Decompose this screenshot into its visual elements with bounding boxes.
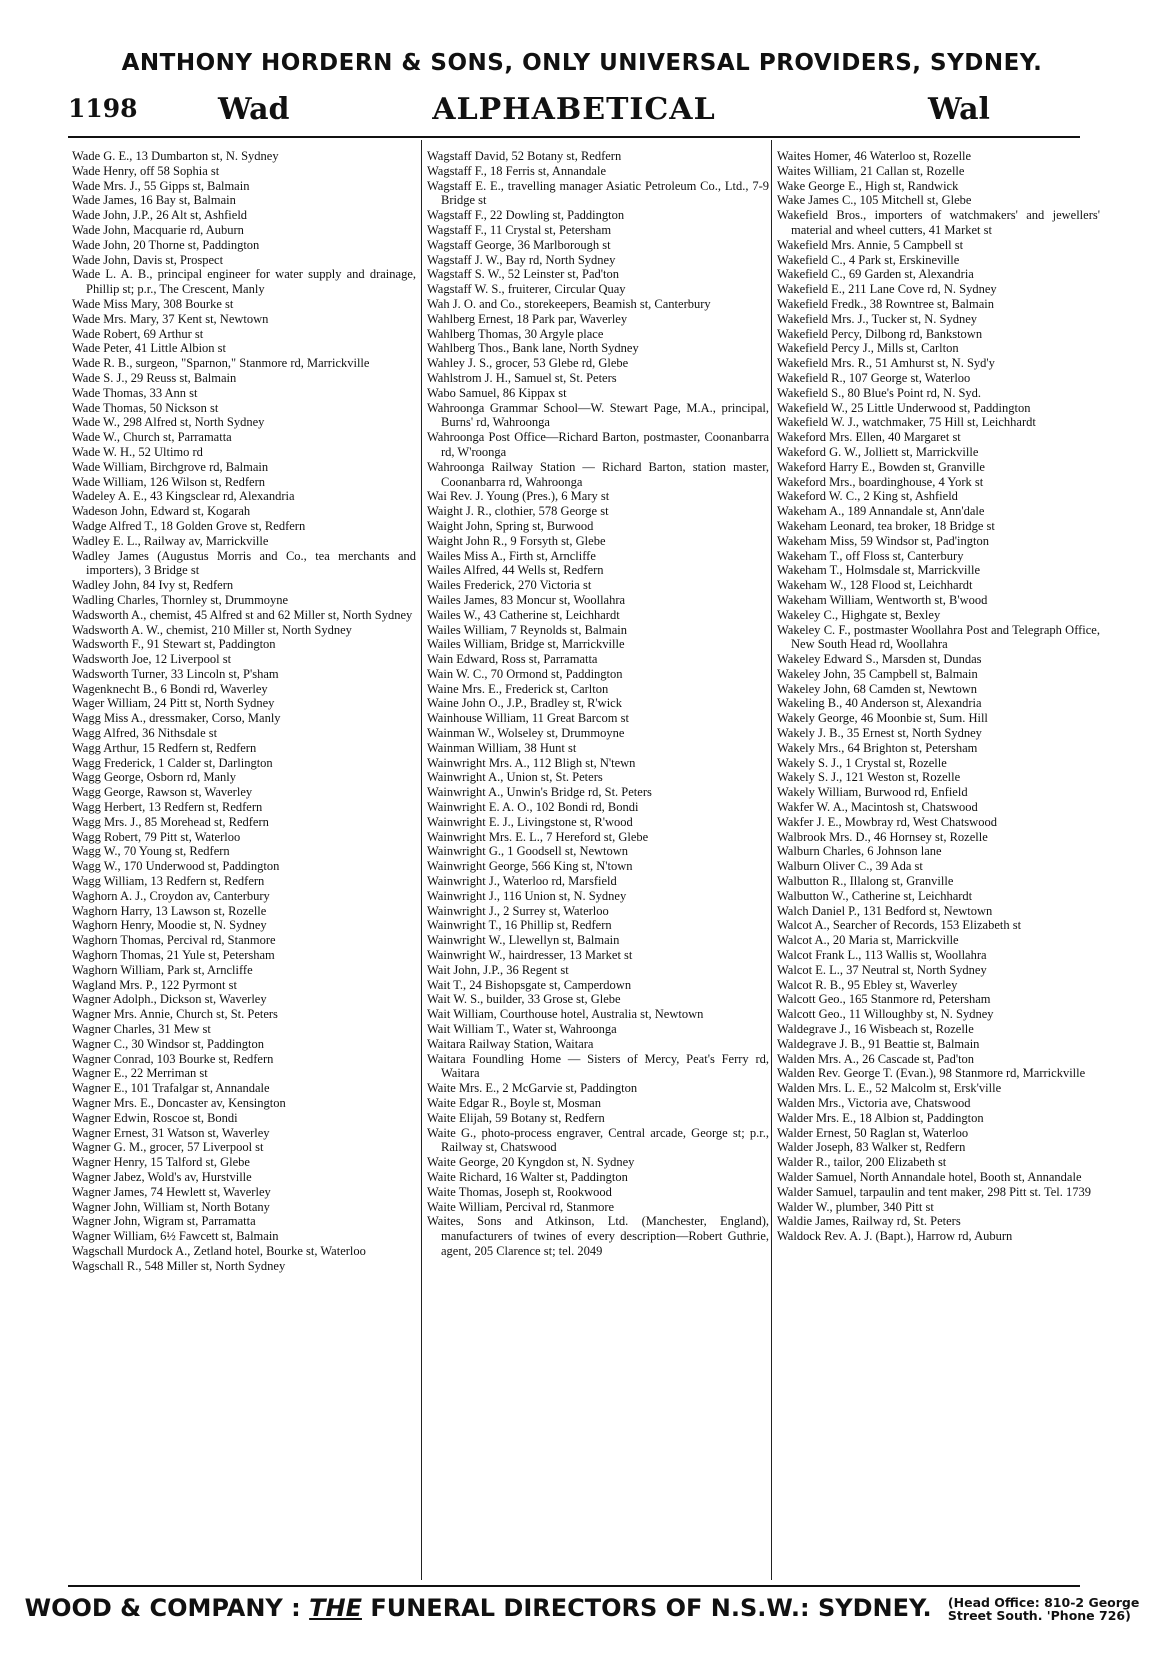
directory-entry: Wagner James, 74 Hewlett st, Waverley	[72, 1184, 271, 1199]
directory-entry: Waite G., photo-process engraver, Central arcade, George st; p.r., Railway st, Chatswood	[427, 1125, 769, 1155]
directory-entry: Wagg Robert, 79 Pitt st, Waterloo	[72, 829, 241, 844]
footer-address	[948, 1596, 1139, 1622]
directory-column-2	[427, 149, 769, 1259]
directory-entry: Wagner Mrs. Annie, Church st, St. Peters	[72, 1007, 278, 1022]
directory-entry: Wakely S. J., 1 Crystal st, Rozelle	[777, 755, 947, 770]
directory-entry: Wade John, Davis st, Prospect	[72, 252, 224, 267]
directory-entry: Walder Samuel, tarpaulin and tent maker, 298 Pitt st. Tel. 1739	[777, 1184, 1091, 1199]
directory-entry: Wakefield Fredk., 38 Rowntree st, Balmain	[777, 296, 994, 311]
directory-entry: Wagstaff S. W., 52 Leinster st, Pad'ton	[427, 267, 619, 282]
footer-rule	[68, 1585, 1080, 1587]
directory-entry: Wainwright J., Waterloo rd, Marsfield	[427, 874, 617, 889]
directory-entry: Wakefield Mrs. R., 51 Amhurst st, N. Syd'y	[777, 356, 995, 371]
directory-entry: Wait W. S., builder, 33 Grose st, Glebe	[427, 992, 621, 1007]
directory-entry: Wade Peter, 41 Little Albion st	[72, 341, 227, 356]
directory-entry: Walden Rev. George T. (Evan.), 98 Stanmore rd, Marrickville	[777, 1066, 1086, 1081]
directory-entry: Wailes Alfred, 44 Wells st, Redfern	[427, 563, 604, 578]
directory-entry: Wakely J. B., 35 Ernest st, North Sydney	[777, 726, 982, 741]
directory-entry: Wainwright G., 1 Goodsell st, Newtown	[427, 844, 629, 859]
directory-entry: Waghorn Thomas, 21 Yule st, Petersham	[72, 948, 275, 963]
directory-entry: Wake James C., 105 Mitchell st, Glebe	[777, 193, 972, 208]
directory-entry: Wakely George, 46 Moonbie st, Sum. Hill	[777, 711, 988, 726]
directory-entry: Wakfer J. E., Mowbray rd, West Chatswood	[777, 814, 997, 829]
directory-entry: Waite Elijah, 59 Botany st, Redfern	[427, 1110, 605, 1125]
directory-entry: Waight John, Spring st, Burwood	[427, 518, 594, 533]
directory-entry: Wagner C., 30 Windsor st, Paddington	[72, 1036, 264, 1051]
directory-entry: Waites, Sons and Atkinson, Ltd. (Manchester, England), manufacturers of twines of every description—Robert Guthrie, agent, 205 Clarence st; tel. 2049	[427, 1214, 769, 1258]
directory-entry: Wade Thomas, 33 Ann st	[72, 385, 198, 400]
directory-entry: Walbrook Mrs. D., 46 Hornsey st, Rozelle	[777, 829, 988, 844]
directory-entry: Wagner E., 101 Trafalgar st, Annandale	[72, 1081, 270, 1096]
directory-entry: Wagner John, William st, North Botany	[72, 1199, 270, 1214]
directory-entry: Wakeham W., 128 Flood st, Leichhardt	[777, 578, 973, 593]
directory-entry: Waghorn Henry, Moodie st, N. Sydney	[72, 918, 267, 933]
directory-entry: Wakefield S., 80 Blue's Point rd, N. Syd.	[777, 385, 982, 400]
directory-entry: Wagner Mrs. E., Doncaster av, Kensington	[72, 1096, 286, 1110]
directory-entry: Wagg George, Rawson st, Waverley	[72, 785, 253, 800]
directory-entry: Walder Mrs. E., 18 Albion st, Paddington	[777, 1110, 984, 1125]
directory-entry: Wakefield W. J., watchmaker, 75 Hill st, Leichhardt	[777, 415, 1036, 430]
directory-entry: Wait John, J.P., 36 Regent st	[427, 962, 569, 977]
directory-entry: Wakefield Percy, Dilbong rd, Bankstown	[777, 326, 983, 341]
directory-entry: Wagstaff W. S., fruiterer, Circular Quay	[427, 282, 626, 297]
footer-company: WOOD & COMPANY :	[24, 1594, 301, 1622]
directory-entry: Wakefield C., 4 Park st, Erskineville	[777, 252, 960, 267]
directory-entry: Waghorn A. J., Croydon av, Canterbury	[72, 888, 270, 903]
directory-entry: Wagstaff F., 11 Crystal st, Petersham	[427, 222, 612, 237]
column-divider	[771, 140, 772, 1580]
directory-entry: Wainwright W., Llewellyn st, Balmain	[427, 933, 620, 948]
directory-entry: Waldegrave J., 16 Wisbeach st, Rozelle	[777, 1022, 974, 1037]
directory-entry: Waites William, 21 Callan st, Rozelle	[777, 163, 965, 178]
header-right-guide: Wal	[928, 92, 990, 127]
directory-entry: Wadsworth A. W., chemist, 210 Miller st, North Sydney	[72, 622, 352, 637]
directory-entry: Wade Thomas, 50 Nickson st	[72, 400, 219, 415]
directory-entry: Wade Miss Mary, 308 Bourke st	[72, 296, 234, 311]
directory-entry: Walder Samuel, North Annandale hotel, Booth st, Annandale	[777, 1169, 1082, 1184]
header-left-guide: Wad	[218, 92, 290, 127]
directory-entry: Wadsworth F., 91 Stewart st, Paddington	[72, 637, 276, 652]
directory-entry: Walcot Frank L., 113 Wallis st, Woollahra	[777, 948, 987, 963]
directory-entry: Wakely Mrs., 64 Brighton st, Petersham	[777, 740, 978, 755]
directory-entry: Wade Mrs. J., 55 Gipps st, Balmain	[72, 178, 250, 193]
directory-entry: Wainwright E. A. O., 102 Bondi rd, Bondi	[427, 800, 639, 815]
directory-entry: Wait William, Courthouse hotel, Australia st, Newtown	[427, 1007, 704, 1022]
directory-entry: Waite Edgar R., Boyle st, Mosman	[427, 1096, 601, 1110]
directory-entry: Wakeford W. C., 2 King st, Ashfield	[777, 489, 958, 504]
directory-entry: Wakeley Edward S., Marsden st, Dundas	[777, 652, 982, 667]
directory-entry: Wagg Miss A., dressmaker, Corso, Manly	[72, 711, 281, 726]
directory-entry: Wagner G. M., grocer, 57 Liverpool st	[72, 1140, 264, 1155]
directory-entry: Waghorn Harry, 13 Lawson st, Rozelle	[72, 903, 267, 918]
directory-entry: Walden Mrs., Victoria ave, Chatswood	[777, 1096, 971, 1110]
directory-entry: Wainwright J., 116 Union st, N. Sydney	[427, 888, 627, 903]
footer-address-line-2: Street South. 'Phone 726)	[947, 1608, 1131, 1623]
directory-entry: Wahroonga Railway Station — Richard Barton, station master, Coonanbarra rd, Wahroonga	[427, 459, 769, 489]
directory-entry: Wakeley John, 35 Campbell st, Balmain	[777, 666, 978, 681]
directory-entry: Wagner Jabez, Wold's av, Hurstville	[72, 1169, 252, 1184]
directory-entry: Walder W., plumber, 340 Pitt st	[777, 1199, 934, 1214]
directory-entry: Wai Rev. J. Young (Pres.), 6 Mary st	[427, 489, 610, 504]
directory-entry: Wade Mrs. Mary, 37 Kent st, Newtown	[72, 311, 269, 326]
directory-entry: Wait T., 24 Bishopsgate st, Camperdown	[427, 977, 632, 992]
directory-entry: Wainwright A., Union st, St. Peters	[427, 770, 603, 785]
directory-entry: Wainwright Mrs. A., 112 Bligh st, N'tewn	[427, 755, 636, 770]
directory-entry: Wagg Frederick, 1 Calder st, Darlington	[72, 755, 273, 770]
directory-entry: Wakeham William, Wentworth st, B'wood	[777, 592, 988, 607]
directory-entry: Wailes Miss A., Firth st, Arncliffe	[427, 548, 596, 563]
directory-entry: Walder R., tailor, 200 Elizabeth st	[777, 1155, 947, 1170]
directory-entry: Wainwright Mrs. E. L., 7 Hereford st, Glebe	[427, 829, 649, 844]
directory-entry: Walden Mrs. A., 26 Cascade st, Pad'ton	[777, 1051, 975, 1066]
directory-entry: Wade William, 126 Wilson st, Redfern	[72, 474, 265, 489]
directory-entry: Wakefield Percy J., Mills st, Carlton	[777, 341, 959, 356]
header-title: ALPHABETICAL	[432, 92, 716, 127]
directory-entry: Wagg Arthur, 15 Redfern st, Redfern	[72, 740, 257, 755]
directory-entry: Wahlberg Thomas, 30 Argyle place	[427, 326, 604, 341]
directory-entry: Waine John O., J.P., Bradley st, R'wick	[427, 696, 622, 711]
directory-entry: Wailes W., 43 Catherine st, Leichhardt	[427, 607, 620, 622]
directory-entry: Wade W., Church st, Parramatta	[72, 430, 232, 445]
directory-entry: Walcot A., Searcher of Records, 153 Elizabeth st	[777, 918, 1022, 933]
directory-entry: Waine Mrs. E., Frederick st, Carlton	[427, 681, 609, 696]
directory-entry: Walcott Geo., 11 Willoughby st, N. Sydney	[777, 1007, 994, 1022]
directory-entry: Wahlberg Ernest, 18 Park par, Waverley	[427, 311, 628, 326]
directory-entry: Wakefield Mrs. J., Tucker st, N. Sydney	[777, 311, 978, 326]
directory-entry: Wailes William, Bridge st, Marrickville	[427, 637, 625, 652]
header-rule	[68, 136, 1080, 138]
directory-entry: Wainwright A., Unwin's Bridge rd, St. Peters	[427, 785, 652, 800]
directory-entry: Wagstaff David, 52 Botany st, Redfern	[427, 149, 622, 163]
directory-entry: Wade W., 298 Alfred st, North Sydney	[72, 415, 265, 430]
directory-entry: Wadley James (Augustus Morris and Co., tea merchants and importers), 3 Bridge st	[72, 548, 416, 578]
directory-entry: Walburn Charles, 6 Johnson lane	[777, 844, 942, 859]
directory-entry: Wakeham Miss, 59 Windsor st, Pad'ington	[777, 533, 989, 548]
directory-entry: Wadling Charles, Thornley st, Drummoyne	[72, 592, 289, 607]
directory-entry: Wagland Mrs. P., 122 Pyrmont st	[72, 977, 237, 992]
directory-entry: Wainman William, 38 Hunt st	[427, 740, 577, 755]
directory-entry: Wakeford G. W., Jolliett st, Marrickville	[777, 444, 979, 459]
directory-entry: Walder Joseph, 83 Walker st, Redfern	[777, 1140, 966, 1155]
directory-entry: Wagg William, 13 Redfern st, Redfern	[72, 874, 265, 889]
directory-entry: Wadeley A. E., 43 Kingsclear rd, Alexandria	[72, 489, 295, 504]
directory-entry: Wahroonga Grammar School—W. Stewart Page, M.A., principal, Burns' rd, Wahroonga	[427, 400, 769, 430]
page-header	[68, 90, 1080, 134]
directory-entry: Waitara Foundling Home — Sisters of Mercy, Peat's Ferry rd, Waitara	[427, 1051, 769, 1081]
directory-entry: Wade R. B., surgeon, "Sparnon," Stanmore rd, Marrickville	[72, 356, 370, 371]
directory-entry: Walbutton W., Catherine st, Leichhardt	[777, 888, 973, 903]
directory-entry: Wailes Frederick, 270 Victoria st	[427, 578, 592, 593]
directory-entry: Waite Thomas, Joseph st, Rookwood	[427, 1184, 612, 1199]
directory-entry: Wadeson John, Edward st, Kogarah	[72, 504, 251, 519]
directory-entry: Wakfer W. A., Macintosh st, Chatswood	[777, 800, 978, 815]
directory-entry: Wade G. E., 13 Dumbarton st, N. Sydney	[72, 149, 279, 163]
directory-entry: Wadge Alfred T., 18 Golden Grove st, Redfern	[72, 518, 306, 533]
directory-entry: Wagner Charles, 31 Mew st	[72, 1022, 211, 1037]
directory-entry: Wakeley C. F., postmaster Woollahra Post and Telegraph Office, New South Head rd, Woollahra	[777, 622, 1100, 652]
directory-entry: Waghorn William, Park st, Arncliffe	[72, 962, 253, 977]
directory-entry: Wade Henry, off 58 Sophia st	[72, 163, 220, 178]
directory-entry: Wagstaff J. W., Bay rd, North Sydney	[427, 252, 616, 267]
directory-entry: Walcott Geo., 165 Stanmore rd, Petersham	[777, 992, 991, 1007]
directory-entry: Waldegrave J. B., 91 Beattie st, Balmain	[777, 1036, 980, 1051]
directory-entry: Wagg Herbert, 13 Redfern st, Redfern	[72, 800, 263, 815]
directory-entry: Wakeley C., Highgate st, Bexley	[777, 607, 941, 622]
directory-entry: Wagner Henry, 15 Talford st, Glebe	[72, 1155, 250, 1170]
directory-entry: Wade William, Birchgrove rd, Balmain	[72, 459, 269, 474]
directory-entry: Wade W. H., 52 Ultimo rd	[72, 444, 203, 459]
directory-entry: Wade L. A. B., principal engineer for water supply and drainage, Phillip st; p.r., The Crescent, Manly	[72, 267, 416, 297]
directory-entry: Walder Ernest, 50 Raglan st, Waterloo	[777, 1125, 969, 1140]
directory-column-1	[72, 149, 416, 1274]
directory-entry: Wade John, Macquarie rd, Auburn	[72, 222, 244, 237]
directory-entry: Wah J. O. and Co., storekeepers, Beamish st, Canterbury	[427, 296, 711, 311]
directory-entry: Waight John R., 9 Forsyth st, Glebe	[427, 533, 606, 548]
directory-entry: Wagstaff F., 22 Dowling st, Paddington	[427, 208, 625, 223]
directory-entry: Wadsworth A., chemist, 45 Alfred st and 62 Miller st, North Sydney	[72, 607, 413, 622]
directory-entry: Wagstaff E. E., travelling manager Asiatic Petroleum Co., Ltd., 7-9 Bridge st	[427, 178, 769, 208]
directory-entry: Wakeling B., 40 Anderson st, Alexandria	[777, 696, 982, 711]
directory-entry: Wakeham A., 189 Annandale st, Ann'dale	[777, 504, 985, 519]
directory-entry: Waldock Rev. A. J. (Bapt.), Harrow rd, Auburn	[777, 1229, 1013, 1244]
directory-entry: Wainwright George, 566 King st, N'town	[427, 859, 633, 874]
page-footer	[0, 1594, 1164, 1622]
directory-entry: Wakely William, Burwood rd, Enfield	[777, 785, 968, 800]
directory-entry: Wade S. J., 29 Reuss st, Balmain	[72, 370, 237, 385]
directory-entry: Waite George, 20 Kyngdon st, N. Sydney	[427, 1155, 635, 1170]
directory-entry: Waite Richard, 16 Walter st, Paddington	[427, 1169, 628, 1184]
directory-entry: Waitara Railway Station, Waitara	[427, 1036, 594, 1051]
directory-entry: Wakeham T., off Floss st, Canterbury	[777, 548, 964, 563]
directory-entry: Waldie James, Railway rd, St. Peters	[777, 1214, 961, 1229]
directory-entry: Walcot E. L., 37 Neutral st, North Sydney	[777, 962, 987, 977]
directory-entry: Wain W. C., 70 Ormond st, Paddington	[427, 666, 623, 681]
directory-entry: Wailes William, 7 Reynolds st, Balmain	[427, 622, 627, 637]
directory-entry: Wainwright T., 16 Phillip st, Redfern	[427, 918, 612, 933]
directory-entry: Wagenknecht B., 6 Bondi rd, Waverley	[72, 681, 268, 696]
directory-entry: Wadsworth Turner, 33 Lincoln st, P'sham	[72, 666, 279, 681]
directory-entry: Wagg George, Osborn rd, Manly	[72, 770, 237, 785]
directory-entry: Wagg Mrs. J., 85 Morehead st, Redfern	[72, 814, 269, 829]
directory-entry: Wagschall Murdock A., Zetland hotel, Bourke st, Waterloo	[72, 1243, 366, 1258]
footer-address-line-1: (Head Office: 810-2 George	[947, 1595, 1140, 1610]
directory-entry: Wagner Ernest, 31 Watson st, Waverley	[72, 1125, 270, 1140]
directory-entry: Wakefield Bros., importers of watchmakers' and jewellers' material and wheel cutters, 41 Market st	[777, 208, 1100, 237]
directory-entry: Wagner John, Wigram st, Parramatta	[72, 1214, 256, 1229]
directory-entry: Wake George E., High st, Randwick	[777, 178, 959, 193]
directory-column-3	[777, 149, 1100, 1244]
directory-entry: Wainwright E. J., Livingstone st, R'wood	[427, 814, 633, 829]
directory-entry: Wagner Conrad, 103 Bourke st, Redfern	[72, 1051, 274, 1066]
directory-entry: Wahley J. S., grocer, 53 Glebe rd, Glebe	[427, 356, 629, 371]
directory-entry: Wabo Samuel, 86 Kippax st	[427, 385, 567, 400]
directory-entry: Walcot R. B., 95 Ebley st, Waverley	[777, 977, 958, 992]
directory-entry: Wagg W., 70 Young st, Redfern	[72, 844, 230, 859]
directory-entry: Wakefield Mrs. Annie, 5 Campbell st	[777, 237, 964, 252]
directory-entry: Wainhouse William, 11 Great Barcom st	[427, 711, 629, 726]
directory-entry: Wadley John, 84 Ivy st, Redfern	[72, 578, 234, 593]
page-number: 1198	[68, 94, 138, 123]
directory-entry: Wakeford Mrs., boardinghouse, 4 York st	[777, 474, 984, 489]
directory-entry: Wakeford Mrs. Ellen, 40 Margaret st	[777, 430, 961, 445]
directory-entry: Walden Mrs. L. E., 52 Malcolm st, Ersk'ville	[777, 1081, 1002, 1096]
directory-entry: Waite Mrs. E., 2 McGarvie st, Paddington	[427, 1081, 638, 1096]
directory-entry: Wakeham T., Holmsdale st, Marrickville	[777, 563, 980, 578]
directory-entry: Wadley E. L., Railway av, Marrickville	[72, 533, 269, 548]
directory-entry: Walburn Oliver C., 39 Ada st	[777, 859, 923, 874]
directory-entry: Walcot A., 20 Maria st, Marrickville	[777, 933, 959, 948]
directory-entry: Wagschall R., 548 Miller st, North Sydney	[72, 1258, 286, 1273]
directory-entry: Wagstaff George, 36 Marlborough st	[427, 237, 611, 252]
directory-entry: Waite William, Percival rd, Stanmore	[427, 1199, 615, 1214]
directory-entry: Wagner E., 22 Merriman st	[72, 1066, 208, 1081]
page-banner: ANTHONY HORDERN & SONS, ONLY UNIVERSAL PROVIDERS, SYDNEY.	[121, 50, 1043, 76]
directory-entry: Wade John, 20 Thorne st, Paddington	[72, 237, 260, 252]
directory-entry: Wager William, 24 Pitt st, North Sydney	[72, 696, 275, 711]
footer-tagline: FUNERAL DIRECTORS OF N.S.W.: SYDNEY.	[370, 1594, 932, 1622]
directory-entry: Wakefield R., 107 George st, Waterloo	[777, 370, 971, 385]
directory-entry: Wainwright J., 2 Surrey st, Waterloo	[427, 903, 609, 918]
directory-entry: Wahroonga Post Office—Richard Barton, postmaster, Coonanbarra rd, W'roonga	[427, 430, 769, 459]
directory-entry: Wade Robert, 69 Arthur st	[72, 326, 204, 341]
directory-entry: Wadsworth Joe, 12 Liverpool st	[72, 652, 232, 667]
directory-entry: Wagg W., 170 Underwood st, Paddington	[72, 859, 280, 874]
directory-entry: Wakeham Leonard, tea broker, 18 Bridge st	[777, 518, 995, 533]
directory-entry: Wait William T., Water st, Wahroonga	[427, 1022, 617, 1037]
directory-entry: Wagner William, 6½ Fawcett st, Balmain	[72, 1229, 279, 1244]
footer-the: THE	[309, 1594, 362, 1622]
directory-entry: Wagg Alfred, 36 Nithsdale st	[72, 726, 218, 741]
directory-entry: Wakely S. J., 121 Weston st, Rozelle	[777, 770, 961, 785]
directory-entry: Wade John, J.P., 26 Alt st, Ashfield	[72, 208, 248, 223]
directory-entry: Wade James, 16 Bay st, Balmain	[72, 193, 236, 208]
directory-entry: Wahlstrom J. H., Samuel st, St. Peters	[427, 370, 617, 385]
directory-entry: Wagner Edwin, Roscoe st, Bondi	[72, 1110, 238, 1125]
directory-entry: Wain Edward, Ross st, Parramatta	[427, 652, 598, 667]
directory-entry: Wakefield C., 69 Garden st, Alexandria	[777, 267, 974, 282]
directory-entry: Wakefield W., 25 Little Underwood st, Paddington	[777, 400, 1031, 415]
directory-entry: Wakeley John, 68 Camden st, Newtown	[777, 681, 977, 696]
directory-entry: Wainman W., Wolseley st, Drummoyne	[427, 726, 625, 741]
directory-entry: Waight J. R., clothier, 578 George st	[427, 504, 609, 519]
directory-entry: Walch Daniel P., 131 Bedford st, Newtown	[777, 903, 993, 918]
directory-entry: Wailes James, 83 Moncur st, Woollahra	[427, 592, 626, 607]
directory-entry: Walbutton R., Illalong st, Granville	[777, 874, 954, 889]
directory-entry: Wagner Adolph., Dickson st, Waverley	[72, 992, 267, 1007]
directory-entry: Waites Homer, 46 Waterloo st, Rozelle	[777, 149, 972, 163]
directory-entry: Wagstaff F., 18 Ferris st, Annandale	[427, 163, 606, 178]
directory-entry: Wainwright W., hairdresser, 13 Market st	[427, 948, 633, 963]
directory-entry: Wakefield E., 211 Lane Cove rd, N. Sydney	[777, 282, 997, 297]
directory-entry: Waghorn Thomas, Percival rd, Stanmore	[72, 933, 276, 948]
column-divider	[421, 140, 422, 1580]
directory-entry: Wakeford Harry E., Bowden st, Granville	[777, 459, 985, 474]
directory-entry: Wahlberg Thos., Bank lane, North Sydney	[427, 341, 639, 356]
